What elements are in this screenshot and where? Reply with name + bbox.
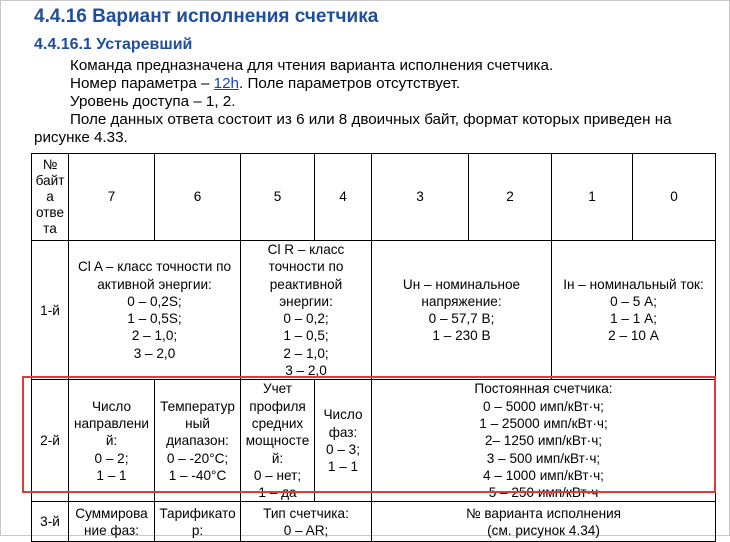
- accuracy-class-reactive-cell-line: 1 – 0,5;: [283, 328, 329, 344]
- bit-6-header: 6: [155, 154, 241, 241]
- bit-2-header: 2: [469, 154, 552, 241]
- section-heading: 4.4.16 Вариант исполнения счетчика: [34, 6, 379, 27]
- average-power-profile-cell-line: средних: [251, 415, 304, 431]
- phases-count-cell-line: Число: [323, 407, 363, 423]
- meter-constant-cell-line: 3 – 500 имп/кВт·ч;: [486, 450, 601, 466]
- variant-number-cell-line: № варианта исполнения: [465, 505, 622, 521]
- directions-count-cell-line: 0 – 2;: [94, 450, 129, 466]
- accuracy-class-reactive-cell-line: точности по: [268, 259, 344, 275]
- bit-1-header: 1: [552, 154, 633, 241]
- intro-line-4: Поле данных ответа состоит из 6 или 8 двоичных байт, формат которых приведен на: [70, 111, 672, 128]
- temperature-range-cell-line: диапазон:: [166, 433, 229, 449]
- tariffer-cell-line: Тарификато: [159, 505, 236, 521]
- byte-number-header-line: а: [46, 189, 54, 204]
- directions-count-cell: [69, 380, 155, 502]
- meter-constant-cell-line: 1 – 25000 имп/кВт·ч;: [479, 415, 608, 431]
- nominal-voltage-cell-line: напряжение:: [421, 293, 502, 309]
- nominal-voltage-cell: [372, 241, 552, 380]
- accuracy-class-active-cell-line: Cl A – класс точности по: [77, 259, 232, 275]
- variant-number-cell-line: (см. рисунок 4.34): [487, 522, 600, 538]
- temperature-range-cell-line: ный: [185, 415, 210, 431]
- parameter-link[interactable]: 12h: [213, 75, 239, 92]
- phases-count-cell-line: 0 – 3;: [325, 441, 360, 457]
- directions-count-cell-line: й:: [105, 433, 118, 449]
- phase-summation-cell-line: ние фаз:: [83, 522, 140, 538]
- nominal-voltage-cell-line: 1 – 230 В: [432, 328, 491, 344]
- temperature-range-cell: [155, 380, 241, 502]
- directions-count-cell-line: направлени: [73, 415, 150, 431]
- average-power-profile-cell-line: профиля: [249, 398, 306, 414]
- average-power-profile-cell: [241, 380, 315, 502]
- accuracy-class-reactive-cell-line: реактивной: [269, 276, 343, 292]
- byte-number-header-line: №: [42, 157, 58, 172]
- accuracy-class-active-cell: [69, 241, 241, 380]
- temperature-range-cell-line: 0 – -20°C;: [166, 450, 229, 466]
- meter-constant-cell-line: 2– 1250 имп/кВт·ч;: [484, 433, 603, 449]
- accuracy-class-active-cell-line: активной энергии:: [97, 276, 212, 292]
- accuracy-class-reactive-cell: [241, 241, 372, 380]
- byte-number-header-line: байт: [35, 173, 65, 188]
- accuracy-class-active-cell-line: 1 – 0,5S;: [127, 311, 182, 327]
- intro-line-3: Уровень доступа – 1, 2.: [70, 93, 236, 110]
- accuracy-class-reactive-cell-line: 2 – 1,0;: [283, 345, 329, 361]
- row-2-label: 2-й: [32, 380, 69, 502]
- accuracy-class-reactive-cell-line: 0 – 0,2;: [283, 311, 329, 327]
- meter-type-cell-line: Тип счетчика:: [263, 505, 349, 521]
- meter-constant-cell: [372, 380, 716, 502]
- bit-3-header: 3: [372, 154, 469, 241]
- phases-count-cell-line: 1 – 1: [327, 459, 359, 475]
- meter-constant-cell-line: 4 – 1000 имп/кВт·ч;: [483, 467, 604, 483]
- temperature-range-cell-line: 1 – -40°C: [168, 467, 227, 483]
- intro-line-2: [70, 75, 460, 93]
- byte-number-header: [32, 154, 69, 241]
- bit-7-header: 7: [69, 154, 155, 241]
- meter-constant-cell-line: 5 – 250 имп/кВт·ч: [488, 485, 599, 501]
- average-power-profile-cell-line: 0 – нет;: [253, 467, 302, 483]
- byte-format-table: [31, 153, 716, 542]
- phases-count-cell: [315, 380, 372, 502]
- meter-constant-cell-line: 0 – 5000 имп/кВт·ч;: [483, 398, 604, 414]
- accuracy-class-reactive-cell-line: Cl R – класс: [267, 242, 345, 257]
- average-power-profile-cell-line: й:: [271, 450, 284, 466]
- nominal-current-cell-line: 0 – 5 А;: [610, 293, 657, 309]
- accuracy-class-active-cell-line: 0 – 0,2S;: [127, 293, 182, 309]
- average-power-profile-cell-line: 1 – да: [258, 485, 297, 501]
- nominal-voltage-cell-line: Uн – номинальное: [402, 276, 521, 292]
- nominal-voltage-cell-line: 0 – 57,7 В;: [428, 311, 495, 327]
- table-row-1: [32, 241, 716, 380]
- nominal-current-cell-line: Iн – номинальный ток:: [563, 276, 704, 292]
- accuracy-class-active-cell-line: 3 – 2,0: [133, 345, 176, 361]
- row-1-label: 1-й: [32, 241, 69, 380]
- bit-4-header: 4: [315, 154, 372, 241]
- tariffer-cell-line: р:: [191, 522, 204, 538]
- table-row-2: [32, 380, 716, 502]
- nominal-current-cell: [552, 241, 716, 380]
- accuracy-class-active-cell-line: 2 – 1,0;: [131, 328, 178, 344]
- directions-count-cell-line: Число: [91, 398, 132, 414]
- bit-0-header: 0: [633, 154, 716, 241]
- average-power-profile-cell-line: Учет: [262, 381, 293, 397]
- nominal-current-cell-line: 1 – 1 А;: [610, 311, 657, 327]
- byte-number-header-line: та: [43, 221, 57, 236]
- accuracy-class-reactive-cell-line: 3 – 2,0: [285, 363, 327, 379]
- row-3-label: 3-й: [32, 502, 69, 542]
- meter-type-cell-line: 0 – AR;: [283, 522, 329, 538]
- directions-count-cell-line: 1 – 1: [96, 467, 127, 483]
- table-header-row: [32, 154, 716, 241]
- nominal-current-cell-line: 2 – 10 А: [608, 328, 659, 344]
- phases-count-cell-line: фаз:: [328, 424, 358, 440]
- accuracy-class-reactive-cell-line: энергии:: [279, 293, 333, 309]
- meter-constant-cell-line: Постоянная счетчика:: [474, 381, 613, 397]
- phase-summation-cell-line: Суммирова: [75, 505, 148, 521]
- subsection-heading: 4.4.16.1 Устаревший: [34, 36, 193, 53]
- temperature-range-cell-line: Температур: [160, 398, 235, 414]
- intro-line-1: Команда предназначена для чтения варианта исполнения счетчика.: [70, 57, 554, 74]
- average-power-profile-cell-line: мощносте: [245, 433, 310, 449]
- byte-number-header-line: отве: [35, 205, 65, 220]
- intro-line-2-prefix: Номер параметра –: [70, 75, 214, 92]
- bit-5-header: 5: [241, 154, 315, 241]
- intro-line-2-suffix: . Поле параметров отсутствует.: [239, 75, 461, 92]
- intro-line-5: рисунке 4.33.: [34, 129, 128, 146]
